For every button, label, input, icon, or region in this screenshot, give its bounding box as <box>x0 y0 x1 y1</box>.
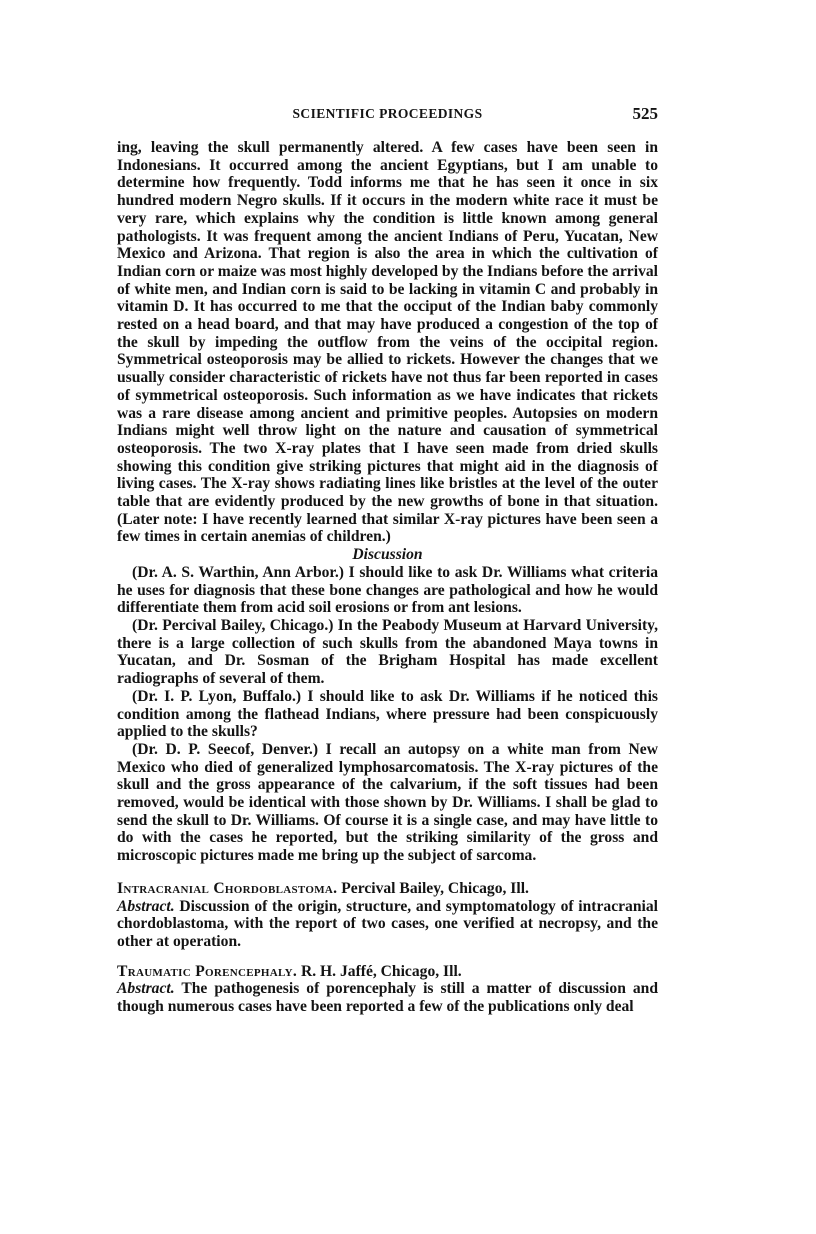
abstract-label: Abstract. <box>117 897 175 915</box>
paper-entry-porencephaly <box>117 963 658 1016</box>
page-number: 525 <box>632 104 658 123</box>
discussion-heading: Discussion <box>352 546 423 564</box>
discussion-paragraph-warthin: (Dr. A. S. Warthin, Ann Arbor.) I should like to ask Dr. Williams what criteria he uses for diagnosis that these bone changes are pathological and how he would differentiate them from acid soil erosions or from ant lesions. <box>117 563 658 617</box>
discussion-paragraph-seecof: (Dr. D. P. Seecof, Denver.) I recall an autopsy on a white man from New Mexico who died of generalized lymphosarcomatosis. The X-ray pictures of the skull and the gross appearance of the calvarium, if the soft tissues had been removed, would be identical with those shown by Dr. Williams. I shall be glad to send the skull to Dr. Williams. Of course it is a single case, and may have little to do with the cases he reported, but the striking similarity of the gross and microscopic pictures made me bring up the subject of sarcoma. <box>117 740 658 865</box>
abstract-label: Abstract. <box>117 980 175 998</box>
paper-abstract <box>117 980 658 1015</box>
intro-paragraph: ing, leaving the skull permanently altered. A few cases have been seen in Indonesians. It occurred among the ancient Egyptians, but I am unable to determine how frequently. Todd informs me that he has seen it once in six hundred modern Negro skulls. If it occurs in the modern white race it must be very rare, which explains why the condition is little known among general pathologists. It was frequent among the ancient Indians of Peru, Yucatan, New Mexico and Arizona. That region is also the area in which the cultivation of Indian corn or maize was most highly developed by the Indians before the arrival of white men, and Indian corn is said to be lacking in vitamin C and probably in vitamin D. It has occurred to me that the occiput of the Indian baby commonly rested on a head board, and that may have produced a congestion of the top of the skull by impeding the outflow from the veins of the occipital region. Symmetrical osteoporosis may be allied to rickets. However the changes that we usually consider characteristic of rickets have not thus far been reported in cases of symmetrical osteoporosis. Such information as we have indicates that rickets was a rare disease among ancient and primitive peoples. Autopsies on modern Indians might well throw light on the nature and causation of symmetrical osteoporosis. The two X-ray plates that I have seen made from dried skulls showing this condition give striking pictures that might aid in the diagnosis of living cases. The X-ray shows radiating lines like bristles at the level of the outer table that are evidently produced by the new growths of bone in that situation. (Later note: I have recently learned that similar X-ray pictures have been seen a few times in certain anemias of children.) <box>117 139 658 546</box>
paper-title: Traumatic Porencephaly. <box>117 962 298 980</box>
running-head-title: SCIENTIFIC PROCEEDINGS <box>292 106 483 121</box>
paper-heading <box>117 963 658 981</box>
abstract-text: Discussion of the origin, structure, and symptomatology of intracranial chordoblastoma, with the report of two cases, one verified at necropsy, and the other at operation. <box>117 897 658 950</box>
paper-author: R. H. Jaffé, Chicago, Ill. <box>300 962 462 980</box>
paper-title: Intracranial Chordoblastoma. <box>117 879 338 897</box>
paper-heading <box>117 880 658 898</box>
paper-entry-chordoblastoma <box>117 880 658 951</box>
abstract-text: The pathogenesis of porencephaly is still a matter of discussion and though numerous cases have been reported a few of the publications only deal <box>117 980 659 1016</box>
body-text <box>117 139 658 1016</box>
discussion-paragraph-bailey: (Dr. Percival Bailey, Chicago.) In the Peabody Museum at Harvard University, there is a large collection of such skulls from the abandoned Maya towns in Yucatan, and Dr. Sosman of the Brigham Hospital has made excellent radiographs of several of them. <box>117 616 658 688</box>
paper-author: Percival Bailey, Chicago, Ill. <box>341 879 529 897</box>
paper-abstract <box>117 898 658 951</box>
running-head <box>117 104 658 128</box>
discussion-paragraph-lyon: (Dr. I. P. Lyon, Buffalo.) I should like to ask Dr. Williams if he noticed this condition among the flathead Indians, where pressure had been conspicuously applied to the skulls? <box>117 687 658 741</box>
